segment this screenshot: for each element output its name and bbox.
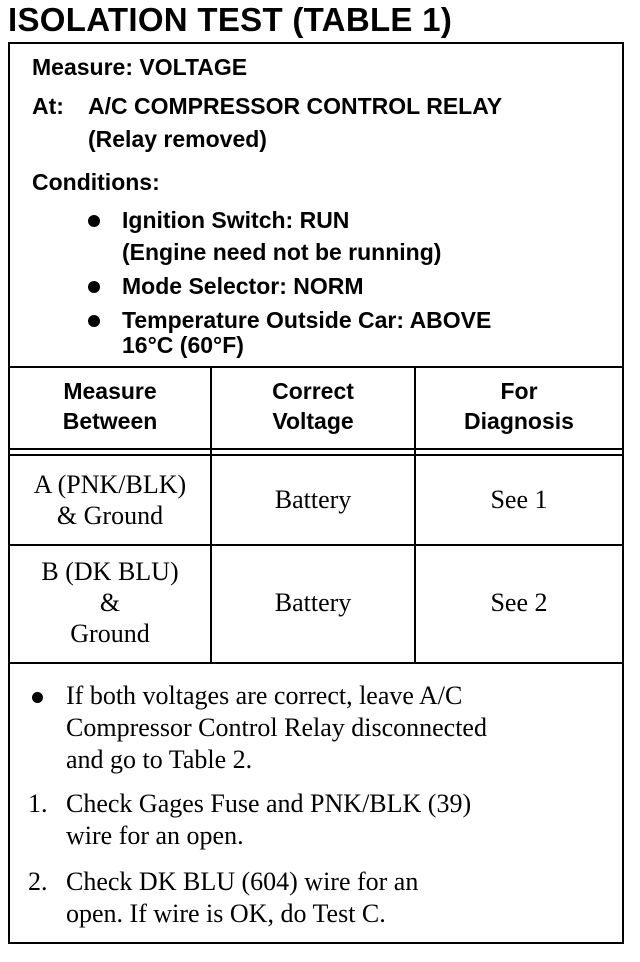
- note-item-1-line: wire for an open.: [66, 821, 244, 850]
- table-row-a-between: A (PNK/BLK) & Ground: [33, 470, 187, 530]
- bullet-icon: [88, 281, 100, 293]
- note-item-1-line: Check Gages Fuse and PNK/BLK (39): [66, 789, 472, 818]
- note-bullet-line: Compressor Control Relay disconnected: [66, 713, 487, 742]
- table-row-b-voltage: Battery: [274, 588, 352, 617]
- condition-temperature-value: 16°C (60°F): [122, 332, 244, 358]
- measure-label: Measure: VOLTAGE: [32, 54, 248, 80]
- bullet-icon: [88, 215, 100, 227]
- header-divider: [10, 448, 622, 450]
- note-number: 2.: [28, 867, 48, 896]
- isolation-test-table: [8, 42, 624, 944]
- note-bullet-line: and go to Table 2.: [66, 745, 253, 774]
- measurement-table: [10, 366, 622, 664]
- bullet-icon: [88, 315, 100, 327]
- note-item-2-line: open. If wire is OK, do Test C.: [66, 899, 386, 928]
- test-header-section: [10, 44, 622, 368]
- table-row-a-diagnosis: See 1: [490, 485, 548, 514]
- note-bullet-line: If both voltages are correct, leave A/C: [66, 681, 463, 710]
- column-header-correct-voltage: Correct Voltage: [272, 378, 354, 434]
- header-divider: [10, 454, 622, 456]
- table-row-b-between: B (DK BLU) & Ground: [41, 557, 179, 648]
- page-title: ISOLATION TEST (TABLE 1): [8, 1, 453, 38]
- row-divider: [10, 544, 622, 546]
- at-label: At:: [32, 93, 64, 119]
- table-row-a-voltage: Battery: [274, 485, 352, 514]
- column-header-measure-between: Measure Between: [62, 378, 158, 434]
- condition-mode-selector: Mode Selector: NORM: [122, 273, 364, 299]
- conditions-label: Conditions:: [32, 169, 160, 195]
- column-header-for-diagnosis: For Diagnosis: [464, 378, 574, 434]
- note-number: 1.: [28, 789, 48, 818]
- note-item-2-line: Check DK BLU (604) wire for an: [66, 867, 419, 896]
- diagnosis-notes: [10, 664, 622, 942]
- bullet-icon: [32, 692, 43, 703]
- condition-ignition: Ignition Switch: RUN: [122, 207, 350, 233]
- condition-temperature: Temperature Outside Car: ABOVE: [122, 307, 492, 333]
- condition-ignition-note: (Engine need not be running): [122, 239, 442, 265]
- at-location-note: (Relay removed): [88, 126, 267, 152]
- table-row-b-diagnosis: See 2: [490, 588, 548, 617]
- at-location: A/C COMPRESSOR CONTROL RELAY: [88, 93, 503, 119]
